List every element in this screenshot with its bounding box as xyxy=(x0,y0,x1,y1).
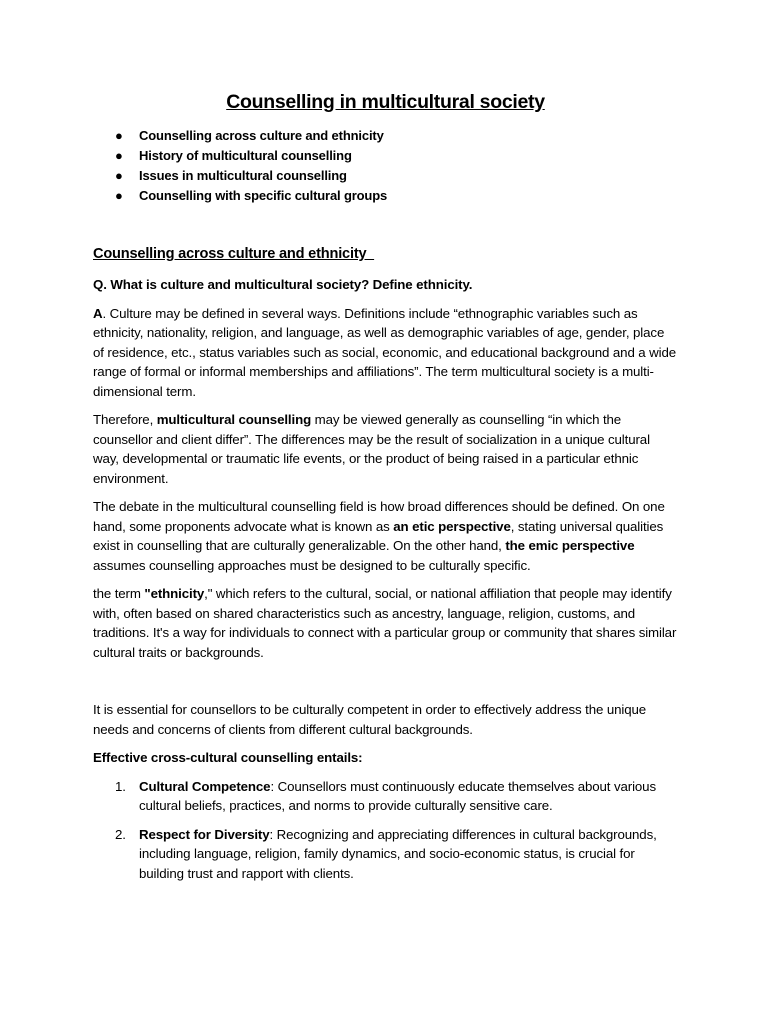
bullet-icon: ● xyxy=(115,188,123,203)
bullet-icon: ● xyxy=(115,128,123,143)
bullet-icon: ● xyxy=(115,148,123,163)
answer-label: A xyxy=(93,305,103,321)
entails-list xyxy=(93,777,678,884)
list-item: 2. Respect for Diversity: Recognizing and appreciating differences in cultural backgrounds, including language, religion, family dynamics, and socio-economic status, is crucial for building trust and rapport with clients. xyxy=(115,826,657,881)
perspective-paragraph: The debate in the multicultural counselling field is how broad differences should be defined. On one hand, some proponents advocate what is known as an etic perspective, stating universal qualities exist in counselling that are culturally generalizable. On the other hand, the emic perspective assumes counselling approaches must be designed to be culturally specific. xyxy=(93,499,665,573)
bullet-icon: ● xyxy=(115,168,123,183)
topic-item: ● Counselling across culture and ethnicity xyxy=(93,126,678,146)
answer-paragraph: A. Culture may be defined in several ways. Definitions include “ethnographic variables such as ethnicity, nationality, religion, and language, as well as demographic variables of age, gender, place of residence, etc., status variables such as social, economic, and educational background and a wide range of formal or informal memberships and affiliations”. The term multicultural society is a multi-dimensional term. xyxy=(93,305,677,399)
topic-item: ● History of multicultural counselling xyxy=(93,146,678,166)
competence-paragraph: It is essential for counsellors to be culturally competent in order to effectively address the unique needs and concerns of clients from different cultural backgrounds. xyxy=(93,702,647,737)
ethnicity-paragraph: the term "ethnicity," which refers to the cultural, social, or national affiliation that people may identify with, often based on shared characteristics such as ancestry, language, religion, customs, and traditions. It's a way for individuals to connect with a particular group or community that shares similar cultural traits or backgrounds. xyxy=(93,586,677,660)
question: Q. What is culture and multicultural society? Define ethnicity. xyxy=(93,277,473,292)
document-page xyxy=(93,88,678,892)
topic-item: ● Counselling with specific cultural groups xyxy=(93,186,678,206)
multicultural-counselling-paragraph: Therefore, multicultural counselling may be viewed generally as counselling “in which the counsellor and client differ”. The differences may be the result of socialization in a unique cultural way, developmental or traumatic life events, or the product of being raised in a particular ethnic environment. xyxy=(93,412,650,486)
section-heading: Counselling across culture and ethnicity xyxy=(93,246,375,262)
entails-heading: Effective cross-cultural counselling entails: xyxy=(93,750,363,765)
list-item: 1. Cultural Competence: Counsellors must continuously educate themselves about various cultural beliefs, practices, and norms to provide culturally sensitive care. xyxy=(115,778,656,813)
topic-list xyxy=(93,126,678,206)
topic-item: ● Issues in multicultural counselling xyxy=(93,166,678,186)
page-title: Counselling in multicultural society xyxy=(226,91,545,113)
